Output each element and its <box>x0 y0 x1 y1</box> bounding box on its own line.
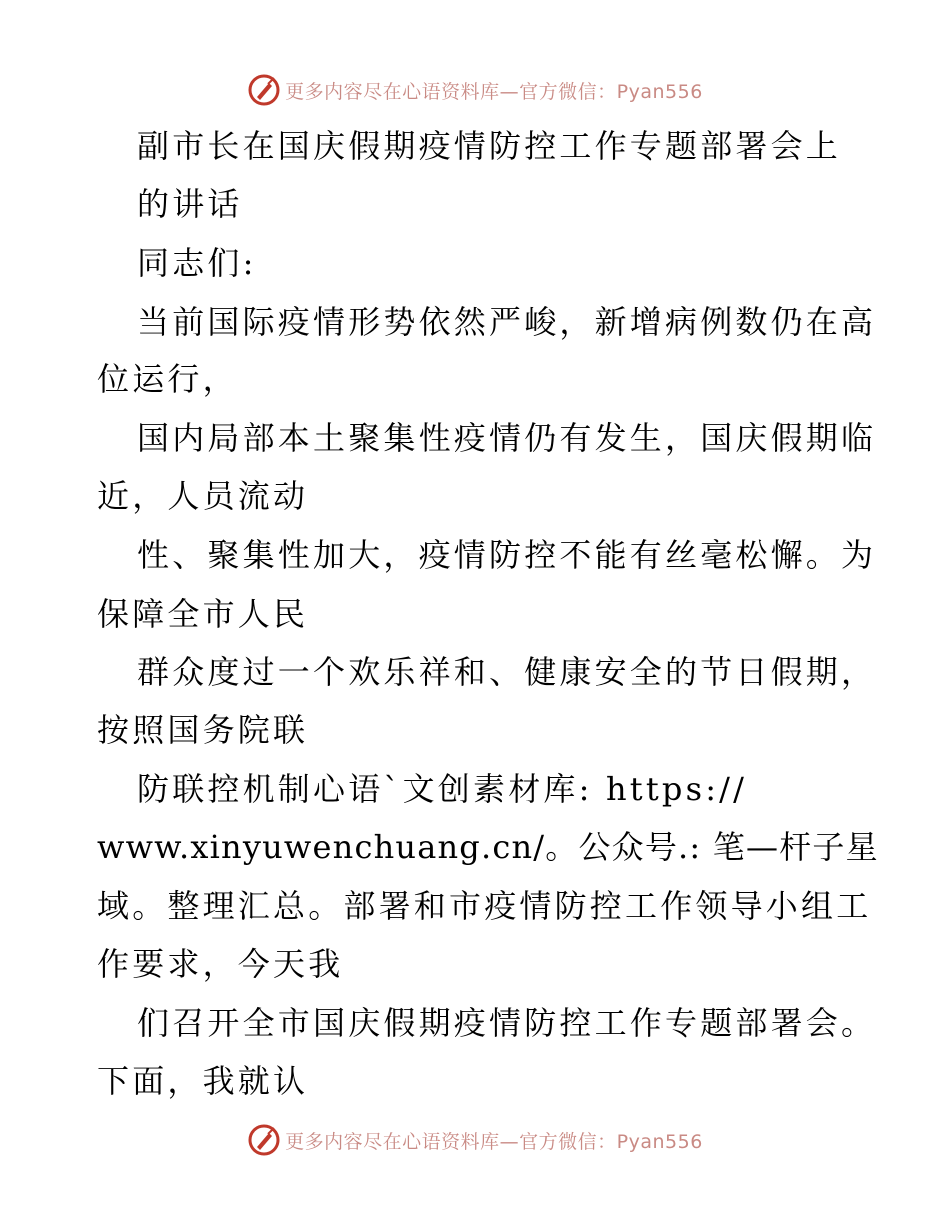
doc-paragraph-line: www.xinyuwenchuang.cn/。公众号.: 笔—杆子星 <box>97 828 879 866</box>
doc-paragraph-line: 防联控机制心语`文创素材库: https:// <box>137 770 748 808</box>
doc-paragraph-line: 性、聚集性加大，疫情防控不能有丝毫松懈。为 <box>137 536 877 574</box>
doc-paragraph-line: 下面，我就认 <box>97 1062 309 1100</box>
doc-paragraph-line: 位运行， <box>97 360 238 398</box>
header-watermark <box>0 70 950 110</box>
doc-paragraph-line: 作要求，今天我 <box>97 945 344 983</box>
doc-paragraph-line: 近，人员流动 <box>97 477 309 515</box>
footer-watermark <box>0 1120 950 1160</box>
doc-paragraph-line: 域。整理汇总。部署和市疫情防控工作领导小组工 <box>97 887 872 925</box>
doc-paragraph-line: 保障全市人民 <box>97 595 309 633</box>
pen-circle-logo-icon <box>247 73 281 107</box>
pen-circle-logo-icon <box>247 1123 281 1157</box>
watermark-text: 更多内容尽在心语资料库—官方微信：Pyan556 <box>285 80 703 103</box>
doc-paragraph-line: 当前国际疫情形势依然严峻，新增病例数仍在高 <box>137 303 877 341</box>
doc-salutation: 同志们: <box>137 244 257 282</box>
doc-paragraph-line: 国内局部本土聚集性疫情仍有发生，国庆假期临 <box>137 419 877 457</box>
doc-paragraph-line: 群众度过一个欢乐祥和、健康安全的节日假期， <box>137 653 877 691</box>
doc-title-line-1: 副市长在国庆假期疫情防控工作专题部署会上 <box>137 127 842 165</box>
doc-paragraph-line: 按照国务院联 <box>97 711 309 749</box>
watermark-text: 更多内容尽在心语资料库—官方微信：Pyan556 <box>285 1130 703 1153</box>
doc-title-line-2: 的讲话 <box>137 185 243 223</box>
doc-paragraph-line: 们召开全市国庆假期疫情防控工作专题部署会。 <box>137 1004 877 1042</box>
